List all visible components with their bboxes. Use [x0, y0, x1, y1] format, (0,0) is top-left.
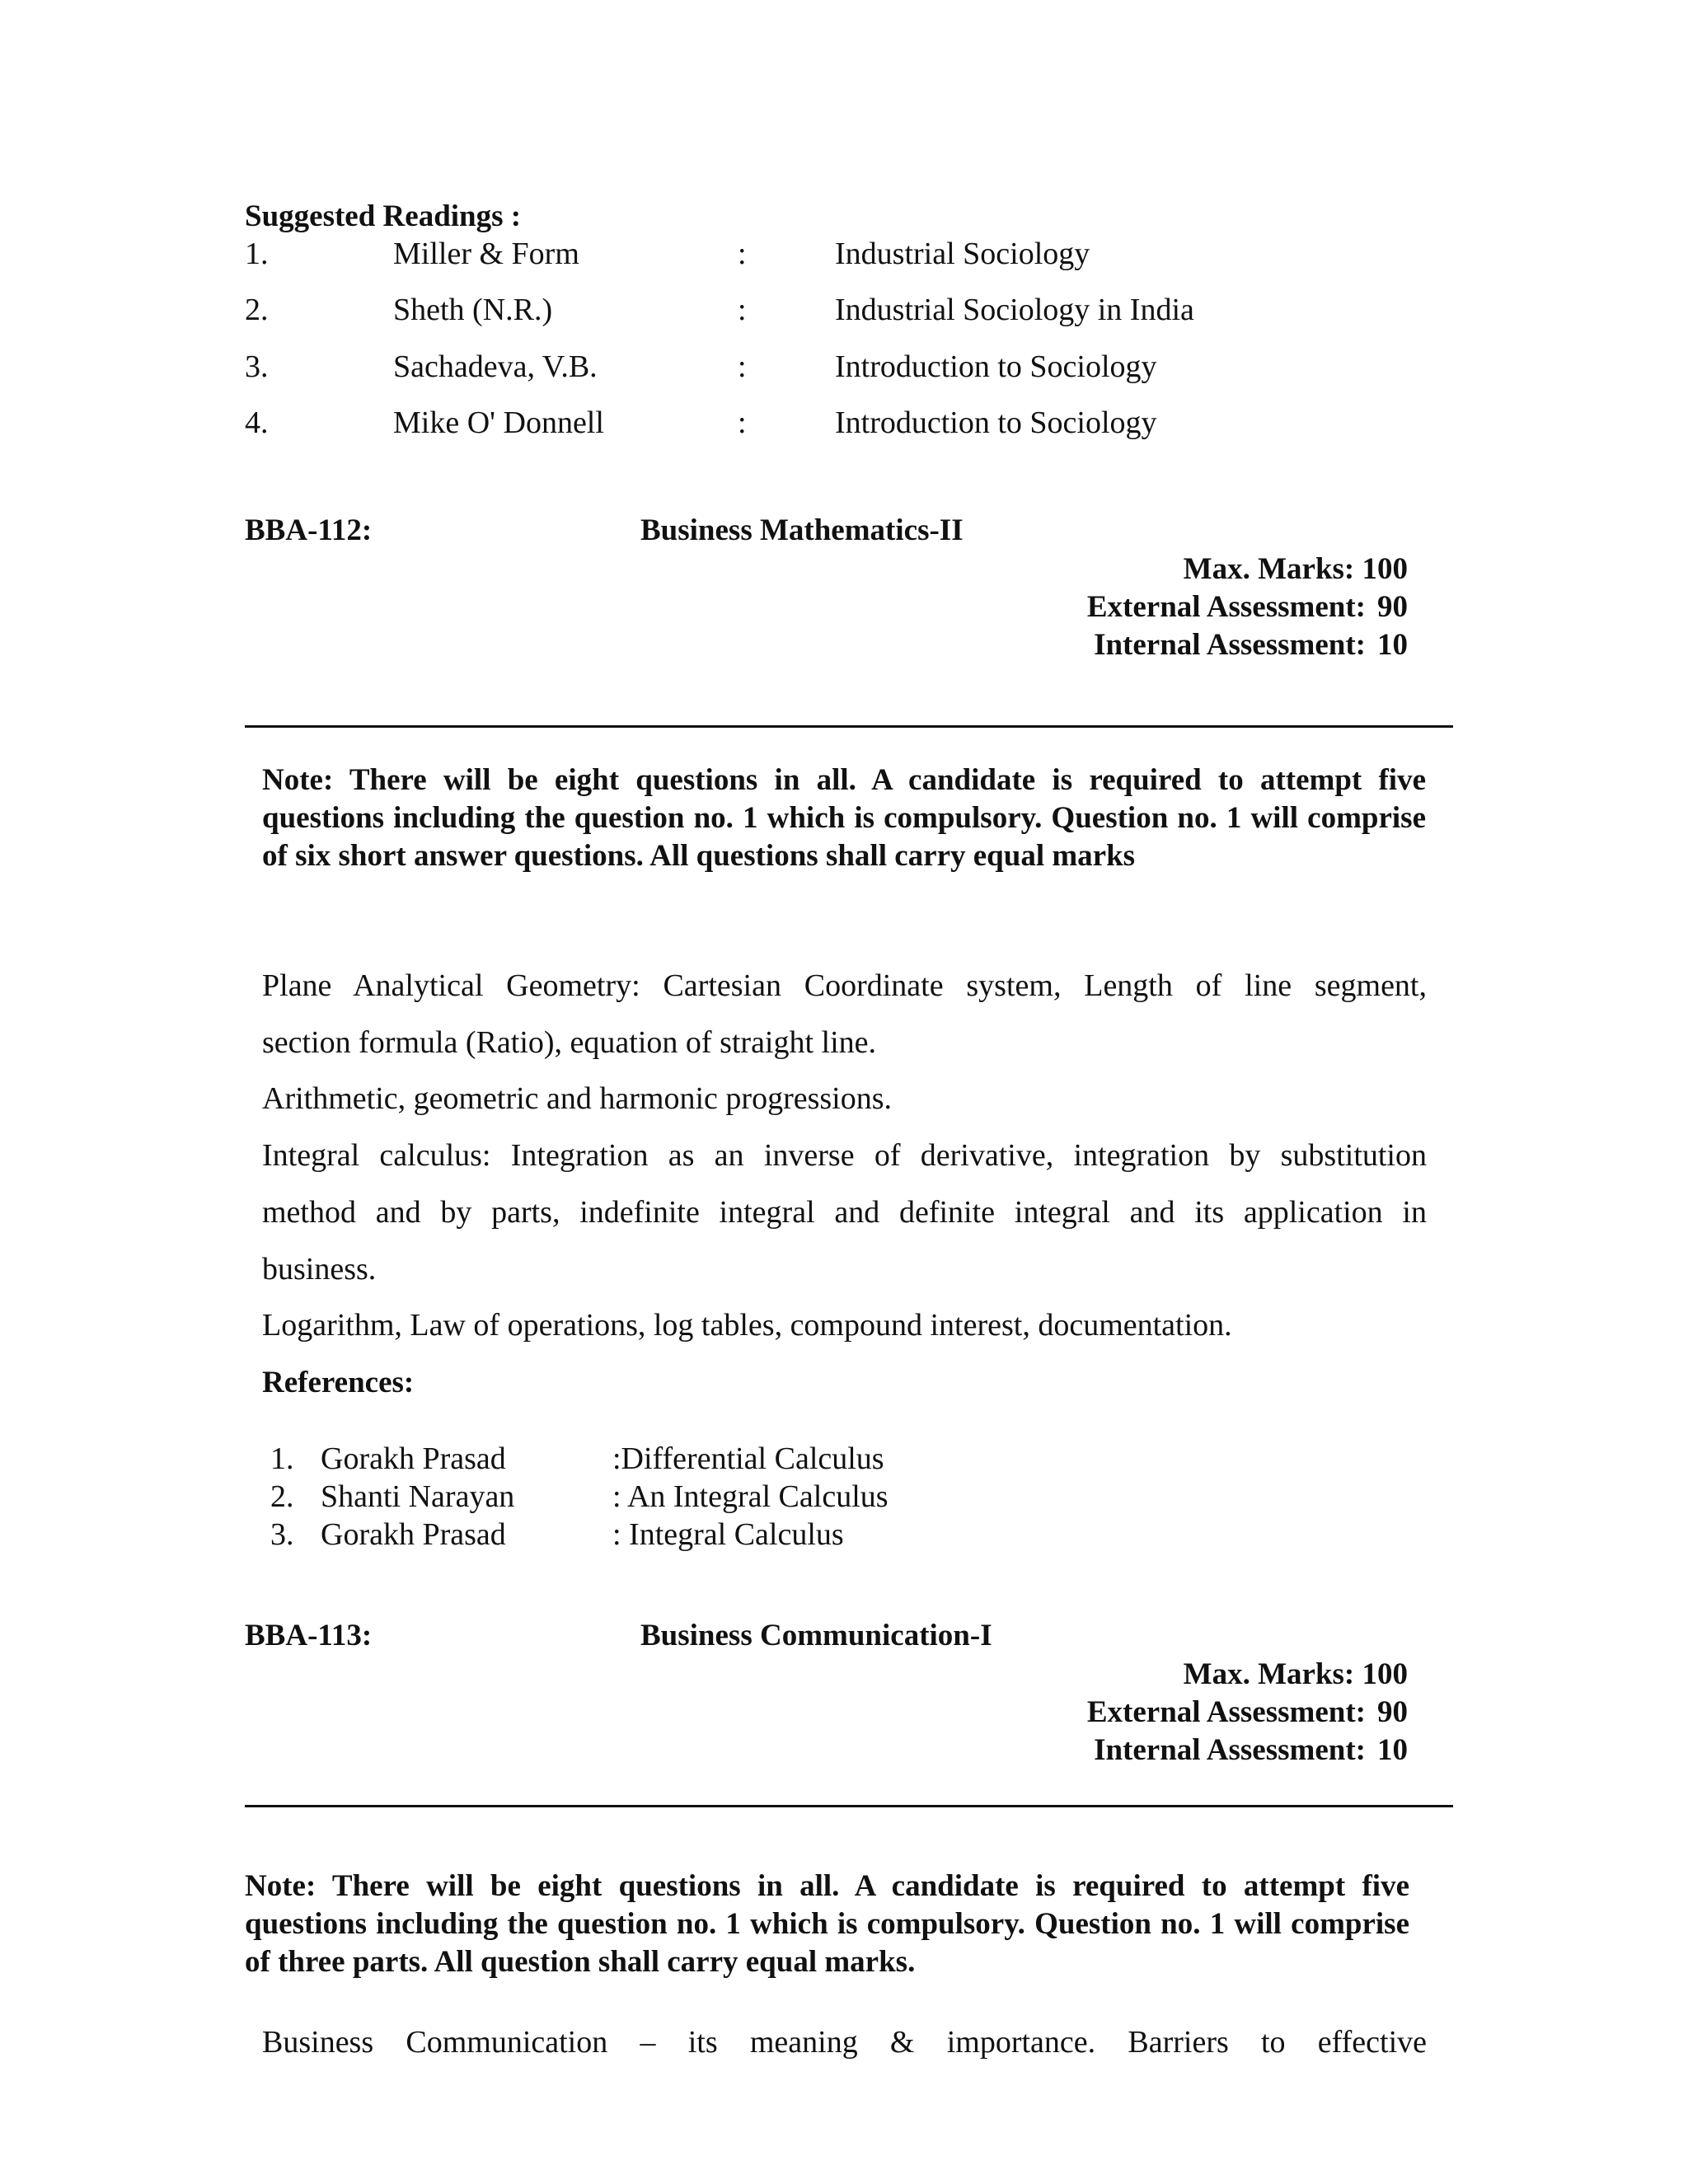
horizontal-rule: [245, 1805, 1453, 1807]
reference-title: :Differential Calculus: [612, 1441, 884, 1476]
internal-assessment: [1094, 1732, 1408, 1768]
reference-title: : Integral Calculus: [612, 1517, 844, 1552]
reference-number: 1.: [270, 1441, 294, 1476]
reading-author: Sheth (N.R.): [393, 293, 553, 327]
reference-author: Gorakh Prasad: [321, 1441, 506, 1476]
course-title: Business Mathematics-II: [640, 513, 964, 547]
syllabus-line: Arithmetic, geometric and harmonic progressions.: [262, 1081, 893, 1116]
syllabus-line: business.: [262, 1252, 377, 1286]
internal-assessment-label: Internal Assessment:: [1094, 628, 1366, 662]
reference-item: [0, 1479, 1688, 1516]
reading-number: 3.: [245, 349, 269, 384]
reading-row: [0, 405, 1688, 446]
reading-number: 1.: [245, 237, 269, 271]
references-heading: References:: [262, 1366, 415, 1399]
internal-assessment-value: 10: [1377, 1733, 1408, 1767]
max-marks: Max. Marks: 100: [1183, 1657, 1408, 1691]
reference-author: Gorakh Prasad: [321, 1517, 506, 1552]
course-code: BBA-113:: [245, 1619, 373, 1652]
reference-number: 2.: [270, 1479, 294, 1514]
max-marks: Max. Marks: 100: [1183, 552, 1408, 586]
reading-number: 2.: [245, 293, 269, 327]
reference-item: [0, 1441, 1688, 1479]
reading-title: Introduction to Sociology: [835, 349, 1157, 384]
reading-separator: :: [738, 349, 747, 384]
syllabus-line: Integral calculus: Integration as an inverse of derivative, integration by substitution: [262, 1138, 1427, 1173]
syllabus-line: Logarithm, Law of operations, log tables, compound interest, documentation.: [262, 1308, 1232, 1343]
reading-separator: :: [738, 237, 747, 271]
reading-author: Sachadeva, V.B.: [393, 349, 598, 384]
syllabus-line: section formula (Ratio), equation of straight line.: [262, 1025, 877, 1060]
internal-assessment: [1094, 627, 1408, 663]
course-title: Business Communication-I: [640, 1619, 992, 1652]
external-assessment: [1087, 589, 1408, 625]
reference-author: Shanti Narayan: [321, 1479, 515, 1514]
external-assessment-label: External Assessment:: [1086, 1695, 1366, 1729]
external-assessment-value: 90: [1377, 590, 1408, 624]
reading-separator: :: [738, 405, 747, 440]
reference-number: 3.: [270, 1517, 294, 1552]
reading-separator: :: [738, 293, 747, 327]
suggested-readings-heading: Suggested Readings :: [245, 199, 522, 233]
external-assessment-value: 90: [1377, 1695, 1408, 1729]
syllabus-line: Business Communication – its meaning & importance. Barriers to effective: [262, 2025, 1427, 2060]
reading-row: [0, 292, 1688, 333]
reading-author: Mike O' Donnell: [393, 405, 604, 440]
internal-assessment-label: Internal Assessment:: [1094, 1733, 1366, 1767]
reading-author: Miller & Form: [393, 237, 579, 271]
syllabus-line: Plane Analytical Geometry: Cartesian Coordinate system, Length of line segment,: [262, 968, 1427, 1003]
reference-title: : An Integral Calculus: [612, 1479, 889, 1514]
reading-number: 4.: [245, 405, 269, 440]
reading-row: [0, 349, 1688, 390]
reading-title: Industrial Sociology in India: [835, 293, 1194, 327]
exam-note: Note: There will be eight questions in all. A candidate is required to attempt five questions including the question no. 1 which is compulsory. Question no. 1 will comprise of six short answer questions. All questions shall carry equal marks: [262, 763, 1426, 873]
exam-note: Note: There will be eight questions in all. A candidate is required to attempt five questions including the question no. 1 which is compulsory. Question no. 1 will comprise of three parts. All question shall carry equal marks.: [245, 1869, 1409, 1979]
reading-row: [0, 236, 1688, 277]
internal-assessment-value: 10: [1377, 628, 1408, 662]
reading-title: Industrial Sociology: [835, 237, 1090, 271]
course-code: BBA-112:: [245, 513, 373, 547]
external-assessment: [1087, 1694, 1408, 1730]
syllabus-line: method and by parts, indefinite integral and definite integral and its application in: [262, 1195, 1427, 1230]
external-assessment-label: External Assessment:: [1086, 590, 1366, 624]
reading-title: Introduction to Sociology: [835, 405, 1157, 440]
horizontal-rule: [245, 725, 1453, 728]
reference-item: [0, 1516, 1688, 1554]
